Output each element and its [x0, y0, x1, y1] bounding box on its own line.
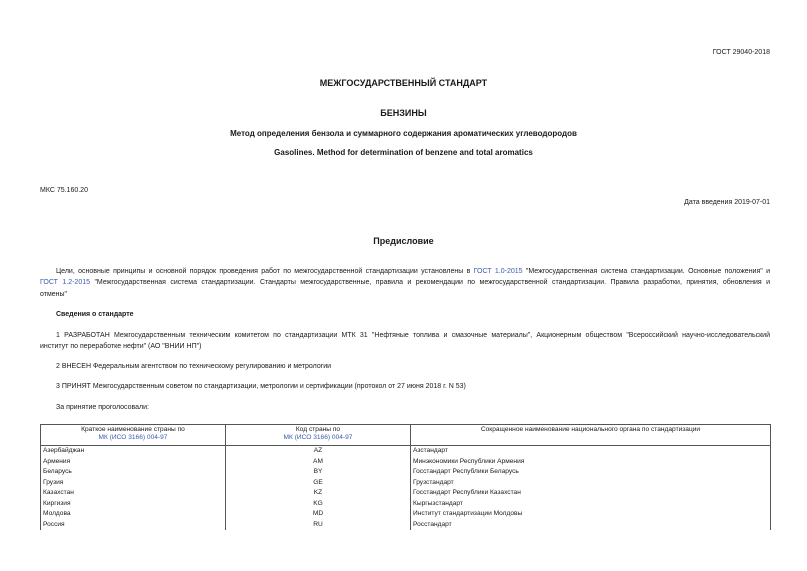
voted-for-adoption-text: За принятие проголосовали: — [56, 403, 149, 411]
intro-text-gost-1-0-title: "Межгосударственная система стандартизации. Основные положения" и — [522, 267, 770, 275]
cell-standards-body: Азстандарт — [410, 446, 770, 457]
link-mk-iso-3166-country-code[interactable]: МК (ИСО 3166) 004-97 — [283, 434, 353, 441]
table-header-row — [41, 425, 770, 446]
cell-standards-body: Институт стандартизации Молдовы — [410, 509, 770, 520]
intro-line-2 — [40, 277, 770, 289]
info-item-developed-line-1: 1 РАЗРАБОТАН Межгосударственным техническим комитетом по стандартизации МТК 31 "Нефтяные топлива и смазочные материалы", Акционерным обществом "Всероссийский научно-исследовательский — [56, 331, 770, 339]
cell-country: Россия — [43, 520, 65, 528]
header-cell-country-name — [41, 425, 225, 445]
intro-text-gost-1-2-title: "Межгосударственная система стандартизации. Стандарты межгосударственные, правила и рекомендации по межгосударственной стандартизации. Правила разработки, принятия, обновления и — [90, 279, 770, 286]
header-cell-standards-body — [410, 425, 770, 445]
table-row — [41, 446, 770, 457]
cell-standards-body: Росстандарт — [410, 520, 770, 531]
intro-text-start: Цели, основные принципы и основной порядок проведения работ по межгосударственной стандартизации установлены в — [56, 267, 474, 275]
cell-country: Беларусь — [43, 468, 72, 475]
cell-standards-body: Грузстандарт — [410, 478, 770, 489]
cell-code: BY — [225, 467, 410, 478]
subtitle-english: Gasolines. Method for determination of benzene and total aromatics — [274, 147, 533, 157]
info-item-introduced-text: 2 ВНЕСЕН Федеральным агентством по техническому регулированию и метрологии — [56, 362, 332, 370]
info-item-developed-line-2: институт по переработке нефти" (АО "ВНИИ НП") — [40, 343, 202, 350]
cell-country: Грузия — [43, 478, 64, 486]
header-cell-country-code — [225, 425, 410, 445]
cell-country: Азербайджан — [43, 447, 85, 454]
standard-type-title: МЕЖГОСУДАРСТВЕННЫЙ СТАНДАРТ — [319, 77, 488, 88]
product-title: БЕНЗИНЫ — [380, 107, 427, 118]
cell-code: KG — [225, 499, 410, 510]
table-row — [41, 509, 770, 520]
foreword-heading: Предисловие — [373, 235, 434, 246]
cell-code: MD — [225, 509, 410, 520]
link-gost-1-0-2015[interactable]: ГОСТ 1.0-2015 — [473, 267, 523, 275]
effective-date: Дата введения 2019-07-01 — [684, 198, 770, 206]
info-item-adopted-text: 3 ПРИНЯТ Межгосударственным советом по стандартизации, метрологии и сертификации (протокол от 27 июня 2018 г. N 53) — [56, 382, 466, 390]
info-item-adopted — [40, 381, 770, 393]
cell-standards-body: Госстандарт Республики Беларусь — [410, 467, 770, 478]
header-standards-body-label: Сокращенное наименование национального органа по стандартизации — [480, 426, 701, 433]
table-row — [41, 499, 770, 510]
cell-country: Казахстан — [43, 489, 74, 496]
standard-info-section — [40, 309, 770, 321]
table-row — [41, 457, 770, 468]
intro-line-1 — [40, 266, 770, 278]
mks-code: МКС 75.160.20 — [40, 186, 88, 194]
document-number: ГОСТ 29040-2018 — [712, 48, 770, 56]
cell-country: Киргизия — [43, 499, 71, 507]
table-row — [41, 467, 770, 478]
cell-standards-body: Госстандарт Республики Казахстан — [410, 488, 770, 499]
cell-standards-body: Кыргызстандарт — [410, 499, 770, 510]
cell-code: AM — [225, 457, 410, 468]
intro-line-3: отмены" — [40, 290, 68, 298]
voted-for-adoption — [40, 402, 770, 414]
info-item-introduced — [40, 361, 770, 373]
standard-info-heading: Сведения о стандарте — [56, 310, 134, 318]
subtitle-russian: Метод определения бензола и суммарного содержания ароматических углеводородов — [230, 128, 577, 138]
table-row — [41, 488, 770, 499]
voting-countries-table — [40, 424, 771, 530]
link-gost-1-2-2015[interactable]: ГОСТ 1.2-2015 — [40, 279, 91, 286]
foreword-intro-paragraph — [40, 266, 770, 301]
cell-code: RU — [225, 520, 410, 531]
cell-standards-body: Минэкономики Республики Армения — [410, 457, 770, 468]
header-country-code-label: Код страны по — [295, 426, 341, 433]
header-country-name-label: Краткое наименование страны по — [81, 426, 185, 433]
link-mk-iso-3166-country-name[interactable]: МК (ИСО 3166) 004-97 — [98, 434, 168, 441]
cell-code: AZ — [225, 446, 410, 457]
cell-code: KZ — [225, 488, 410, 499]
cell-code: GE — [225, 478, 410, 489]
table-row — [41, 520, 770, 531]
cell-country: Армения — [43, 457, 71, 465]
cell-country: Молдова — [43, 510, 71, 517]
table-row — [41, 478, 770, 489]
info-item-developed — [40, 330, 770, 353]
